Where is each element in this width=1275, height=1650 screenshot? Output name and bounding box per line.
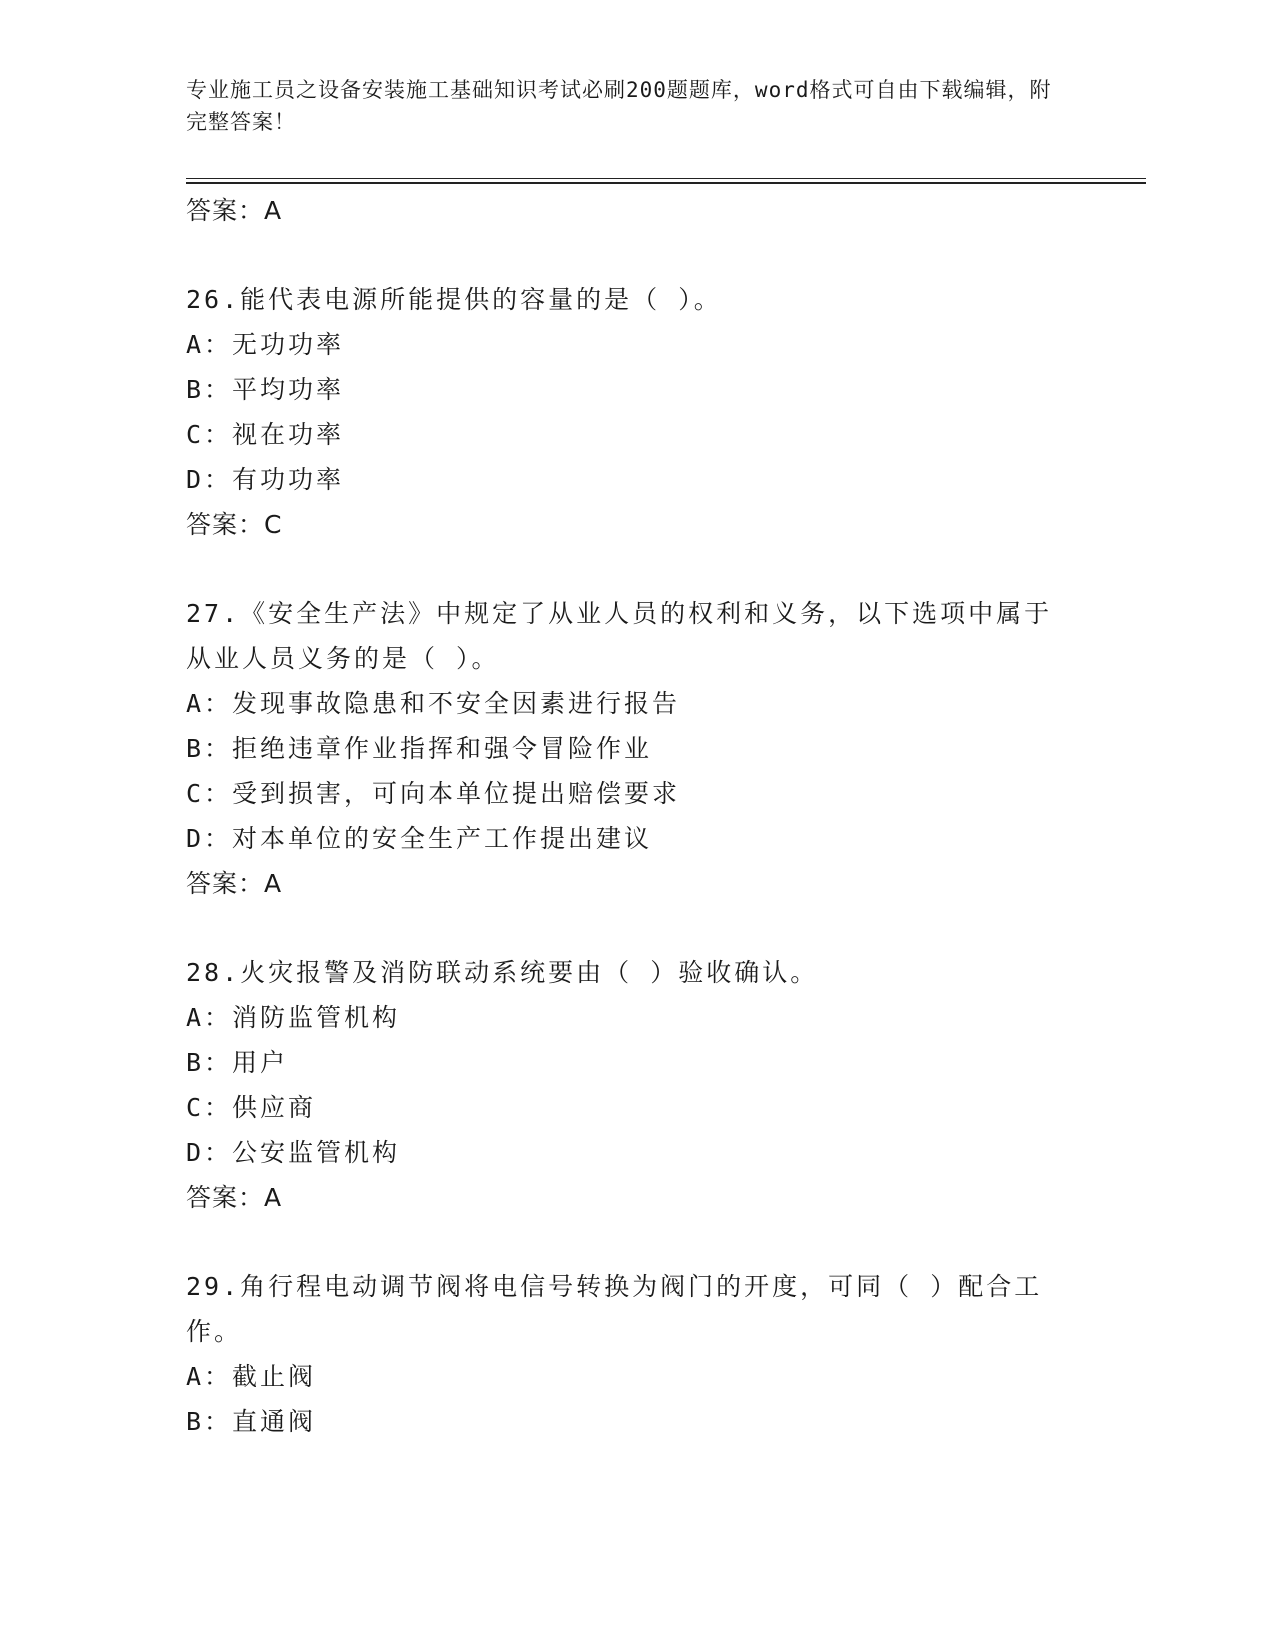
option-a: A：无功功率 <box>186 330 345 359</box>
option-c: C：视在功率 <box>186 420 345 449</box>
question-content <box>186 188 1086 1444</box>
option-a: A：消防监管机构 <box>186 1003 401 1032</box>
document-header: 专业施工员之设备安装施工基础知识考试必刷200题题库，word格式可自由下载编辑，附完整答案！ <box>186 78 1052 134</box>
option-c: C：受到损害，可向本单位提出赔偿要求 <box>186 779 681 808</box>
question-text: 作。 <box>186 1317 243 1346</box>
option-a: A：发现事故隐患和不安全因素进行报告 <box>186 689 681 718</box>
question-text: 27.《安全生产法》中规定了从业人员的权利和义务，以下选项中属于 <box>186 599 1053 628</box>
option-c: C：供应商 <box>186 1093 317 1122</box>
header-rule-thin <box>186 178 1146 179</box>
answer-line: 答案：C <box>186 510 283 539</box>
question-block <box>186 277 1086 548</box>
option-b: B：用户 <box>186 1048 289 1077</box>
question-block <box>186 591 1086 907</box>
option-d: D：公安监管机构 <box>186 1138 401 1167</box>
option-b: B：平均功率 <box>186 375 345 404</box>
option-b: B：拒绝违章作业指挥和强令冒险作业 <box>186 734 653 763</box>
question-text: 从业人员义务的是（ ）。 <box>186 644 500 673</box>
question-block <box>186 950 1086 1221</box>
question-text: 26.能代表电源所能提供的容量的是（ ）。 <box>186 285 722 314</box>
answer-line: 答案：A <box>186 869 283 898</box>
option-b: B：直通阀 <box>186 1407 317 1436</box>
answer-line: 答案：A <box>186 1183 283 1212</box>
question-text: 28.火灾报警及消防联动系统要由（ ）验收确认。 <box>186 958 819 987</box>
header-rule-thick <box>186 182 1146 184</box>
question-block <box>186 1264 1086 1444</box>
option-a: A：截止阀 <box>186 1362 317 1391</box>
option-d: D：有功功率 <box>186 465 345 494</box>
option-d: D：对本单位的安全生产工作提出建议 <box>186 824 653 853</box>
answer-line: 答案：A <box>186 196 283 225</box>
question-text: 29.角行程电动调节阀将电信号转换为阀门的开度，可同（ ）配合工 <box>186 1272 1043 1301</box>
